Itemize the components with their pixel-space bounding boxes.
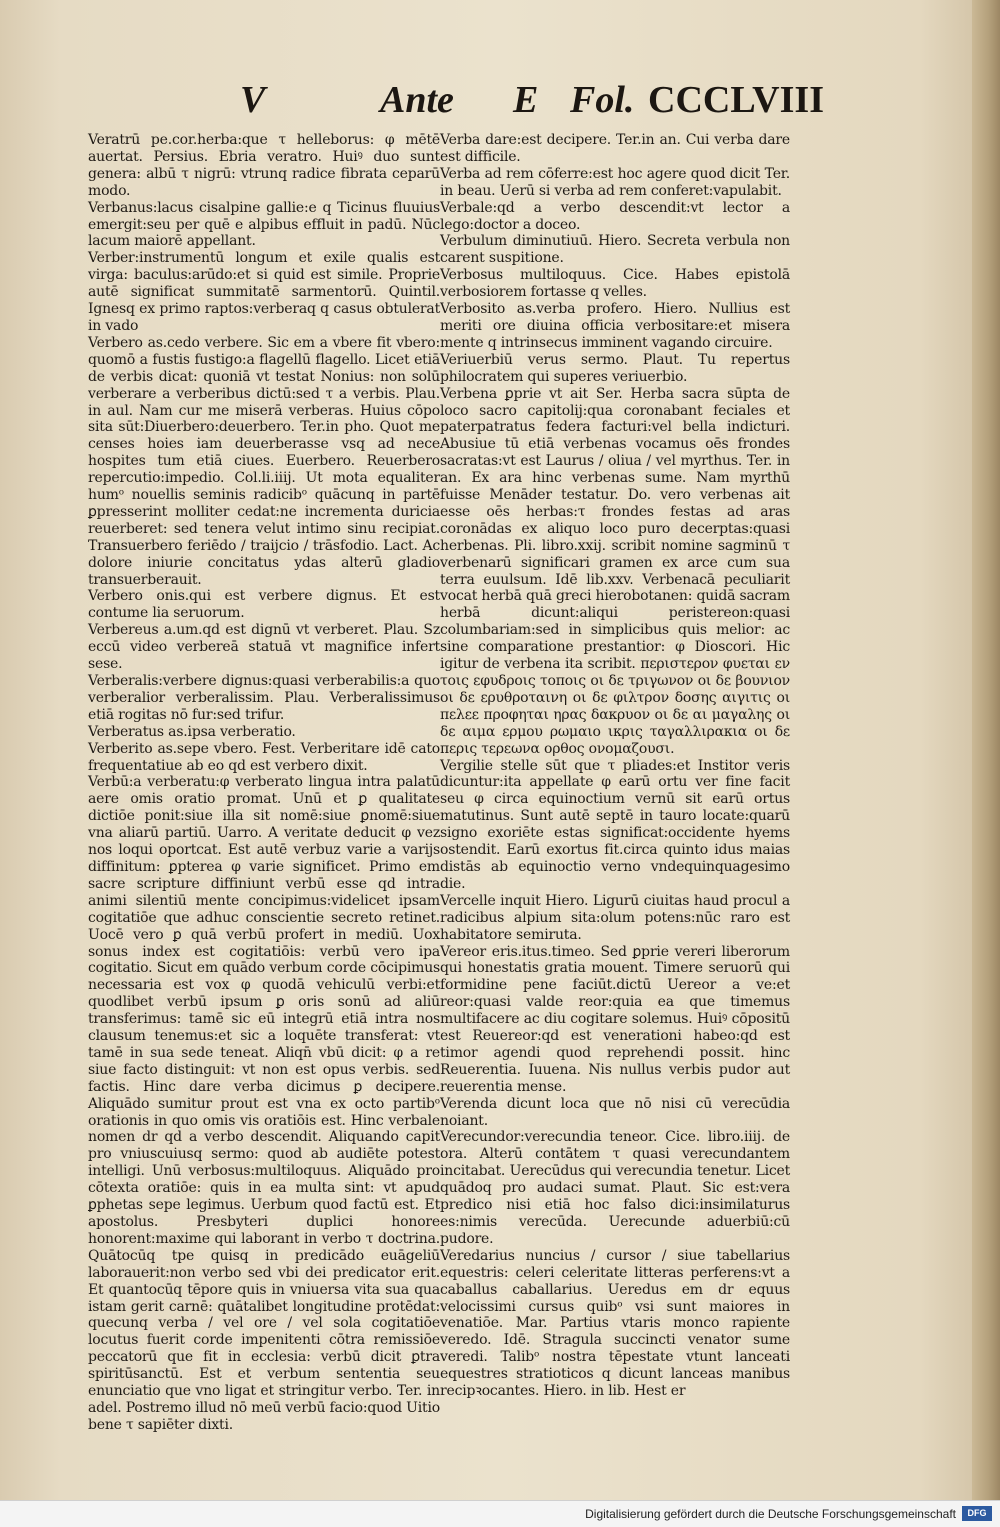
- entry-verecundor: Verecundor:verecundia teneor. Cice. libro.iiij. de ora. Alterū contātem τ quasi verecundantem incitabat. Uerecūdus qui verecundia tenetur. Licet quādoq pro audaci sumat. Plaut. Sic est:vera predico nisi etiā hoc falso dici:insimilaturus es:nimis verecūda. Uerecunde aduerbiū:cū pudore.: [440, 1129, 790, 1247]
- entry-verbosito: Verbosito as.verba profero. Hiero. Nullius est meriti ore diuina officia verbositare:et misera mente q intrinsecus imminent vagando circuire.: [440, 301, 790, 351]
- entry-verberito: Verberito as.sepe vbero. Fest. Verberitare idē cato frequentatiue ab eo qd est verbero dixit.: [88, 740, 440, 774]
- entry-verberalis: Verberalis:verbere dignus:quasi verberabilis:a quo verberalior verberalissim. Plau. Verberalissimus etiā rogitas nō fur:sed trifur.: [88, 673, 440, 723]
- right-column: [440, 132, 790, 1400]
- entry-vergilie: Vergilie stelle sūt que τ pliades:et Institor veris dicuntur:ita appellate φ earū ortu ver fine facit seu φ circa equinoctium vernū sit earū ortus matutinus. Sunt autē septē in tauro locate:quarū signo exoriēte estas significat:occidente hyems ostendit. Earū exortus fit.circa quinto idus maias distās ab equinoctio verno vndequinquagesimo die.: [440, 757, 790, 892]
- entry-vercelle: Vercelle inquit Hiero. Ligurū ciuitas haud procul a radicibus alpium sita:olum potens:nūc raro est habitatore semiruta.: [440, 892, 790, 943]
- page-header: [230, 78, 824, 128]
- entry-verbale: Verbale:qd a verbo descendit:vt lector a lego:doctor a doceo.: [440, 199, 790, 233]
- entry-veriuerbium: Veriuerbiū verus sermo. Plaut. Tu repertus philocratem qui superes veriuerbio.: [440, 351, 790, 385]
- folio-number: CCCLVIII: [648, 79, 824, 121]
- entry-verbena: Verbena ꝑprie vt ait Ser. Herba sacra sūpta de loco sacro capitolij:qua coronabant feciales et paterpatratus federa facturi:vel bella indicturi. Abusiue tū etiā verbenas vocamus oēs frondes sacratas:vt est Laurus / oliua / vel myrthus. Ter. in an. Ex ara hinc verbenas sume. Nam myrthū fuisse Menāder testatur. Do. vero verbenas ait esse oēs herbas:τ frondes festas ad aras coronādas ex aliquo loco puro decerptas:quasi herbenas. Pli. libro.xxij. scribit nomine sagminū τ verbenarū significari gramen ex arce cum sua terra euulsum. Idē lib.xxv. Verbenacā peculiarit vocat herbā quā greci hierobotanen: quidā sacram herbā dicunt:aliqui peristereon:quasi columbariam:sed in simplicibus quis melior: ac sine comparatione prestantior: φ Dioscori. Hic igitur de verbena ita scribit. περιστερον φυεται εν τοις εφυδροις τοποις οι δε τριγωνον οι δε βουνιον οι δε ερυθροταινη οι δε φιλτρον δοσης αιγιτις οι πελεε προφηται ηρας δακρυον οι δε αι μαγαλης οι δε αιμα ερμου ρωμαιο ικρις ταγαλλιρακια οι δε περις τερεωνα ορθος ονομαζουσι.: [440, 385, 790, 757]
- left-column: [88, 132, 440, 1434]
- head-letter: E: [513, 79, 539, 121]
- entry-verberatus: Verberatus as.ipsa verberatio.: [88, 723, 296, 740]
- entry-verbero-onis: Verbero onis.qui est verbere dignus. Et est contume lia seruorum.: [88, 588, 440, 622]
- entry-verbero-as: Verbero as.cedo verbere. Sic em a vbere fit vbero: quomō a fustis fustigo:a flagellū flagello. Licet etiā de verbis dicat: quoniā vt testat Nonius: non solū verberare a verberibus dictū:sed τ a verbis. Plau. in aul. Nam cur me miserā verberas. Huius cōpo sita sūt:Diuerbero:deuerbero. Ter.in pho. Quot me censes hoies iam deuerberasse vsq ad nece hospites tum etiā ciues. Euerbero. Reuerbero repercutio:impedio. Col.li.iiij. Ut mota equaliter humᵒ nouellis seminis radicibᵒ quācunq in partē ꝑpresserint molliter cedat:ne incrementa duricia reuerberet: sed tenera velut intimo sinu recipiat. Transuerbero feriēdo / traijcio / trāsfodio. Lact. Ac dolore iniurie concitatus ydas alterū gladio transuerberauit.: [88, 334, 440, 588]
- entry-verbanus: Verbanus:lacus cisalpine gallie:e q Ticinus fluuius emergit:seu per quē e alpibus effluit in padū. Nūc lacum maiorē appellant.: [88, 199, 440, 250]
- signature-mark: V: [240, 79, 266, 121]
- entry-veratrum: Veratrū pe.cor.herba:que τ helleborus: φ mētē auertat. Persius. Ebria veratro. Huiꝰ duo sunt genera: albū τ nigrū: vtrunq radice fibrata ceparū modo.: [88, 132, 440, 199]
- entry-verenda: Verenda dicunt loca que nō nisi cū verecūdia noiant.: [440, 1095, 790, 1129]
- head-word: Ante: [380, 79, 454, 121]
- entry-verba-dare: Verba dare:est decipere. Ter.in an. Cui verba dare est difficile.: [440, 132, 790, 165]
- entry-vereor: Vereor eris.itus.timeo. Sed ꝑprie vereri liberorum qui honestatis gratia mouent. Timere seruorū qui formidine pene faciūt.dictū Uereor a ve:et reor:quasi valde reor:quia ea que timemus multifacere ac diu cogitare solemus. Huiꝰ cōpositū est Reuereor:qd est venerationi habeo:qd est timor agendi quod reprehendi possit. hinc Reuerentia. Iuuena. Nis nullus verbis pudor aut reuerentia mense.: [440, 943, 790, 1095]
- dfg-logo: DFG: [962, 1506, 992, 1521]
- entry-verba-conferre: Verba ad rem cōferre:est hoc agere quod dicit Ter. in beau. Uerū si verba ad rem conferet:vapulabit.: [440, 165, 790, 199]
- entry-verber: Verber:instrumentū longum et exile qualis est virga: baculus:arūdo:et si quid est simile. Proprie autē significat summitatē sarmentorū. Quintil. Ignesq ex primo raptos:verberaq q casus obtulerat in vado: [88, 250, 440, 334]
- entry-verbosus: Verbosus multiloquus. Cice. Habes epistolā verbosiorem fortasse q velles.: [440, 267, 790, 301]
- entry-veredarius: Veredarius nuncius / cursor / siue tabellarius equestris: celeri celeritate litteras perferens:vt a caballus caballarius. Ueredus em dr equus velocissimi cursus quibᵒ vsi sunt maiores in venatiōe. Mar. Partius vtaris monco rapiente veredo. Idē. Stragula succincti venator sume veredi. Talibᵒ nostra tēpestate vtunt lanceati equestres stratioticos q dicunt lanceas manibus recipꝛocantes. Hiero. in lib. Hest er: [440, 1247, 790, 1400]
- footer-bar: [0, 1500, 1000, 1527]
- folio-label: Fol.: [570, 79, 635, 121]
- page-edge: [972, 0, 1000, 1500]
- funding-credit: Digitalisierung gefördert durch die Deutsche Forschungsgemeinschaft: [585, 1507, 956, 1521]
- entry-verbereus: Verbereus a.um.qd est dignū vt verberet. Plau. Sz eccū video verbereā statuā vt magnifice infert sese.: [88, 622, 440, 673]
- entry-verbum: Verbū:a verberatu:φ verberato lingua intra palatū aere omis oratio promat. Unū et ꝑ qualitate dictiōe ponit:siue illa sit nomē:siue ꝑnomē:siue vna aliarū partiū. Uarro. A veritate deducit φ vez nos loqui oportcat. Est autē verbuz varie a varijs diffinitum: ꝑpterea φ varie significet. Primo em sacre scripture diffiniunt verbū esse qd intra animi silentiū mente concipimus:videlicet ipsam cogitatiōe que adhuc conscientie secreto retinet. Uocē vero ꝑ quā verbū profert in mediū. Uox sonus index est cogitatiōis: verbū vero ipa cogitatio. Sicut em quādo verbum corde cōcipimus necessaria est vox φ quodā vehiculū verbi:et quodlibet verbū ipsum ꝑ oris sonū ad aliū transferimus: tamē sic eū integrū etiā intra nos clausum tenemus:et sic a loquēte transferat: vt tamē in sua sede teneat. Aliqn̄ vbū dicit: φ a re siue facto distinguit: vt non est opus verbis. sed factis. Hinc dare verba dicimus ꝑ decipere. Aliquādo sumitur prout est vna ex octo partibᵒ orationis in quo omis vis oratiōis est. Hinc verbale nomen dr qd a verbo descendit. Aliquando capit pro vniuscuiusq sermo: quod ab audiēte potest intelligi. Unū verbosus:multiloquus. Aliquādo pro cōtexta oratiōe: quis in ea multa sint: vt apud ꝑphetas sepe legimus. Uerbum quod factū est. Et apostolus. Presbyteri duplici honore honorent:maxime qui laborant in verbo τ doctrina. Quātocūq tpe quisq in predicādo euāgeliū laborauerit:non verbo sed vbi dei predicator erit. Et quantocūq tēpore quis in vniuersa vita sua qua istam gerit carnē: quātalibet longitudine protēdat: quecunq verba / vel ore / vel sola cogitatiōe locutus fuerit corde impenitenti cōtra remissiōe peccatorū que fit in ecclesia: verbū dicit ꝑtra spiritūsanctū. Est et verbum sententia seu enunciatio que vno ligat et stringitur verbo. Ter. in adel. Postremo illud nō meū verbū facio:quod Uitio bene τ sapiēter dixti.: [88, 774, 440, 1433]
- entry-verbulum: Verbulum diminutiuū. Hiero. Secreta verbula non carent suspitione.: [440, 233, 790, 267]
